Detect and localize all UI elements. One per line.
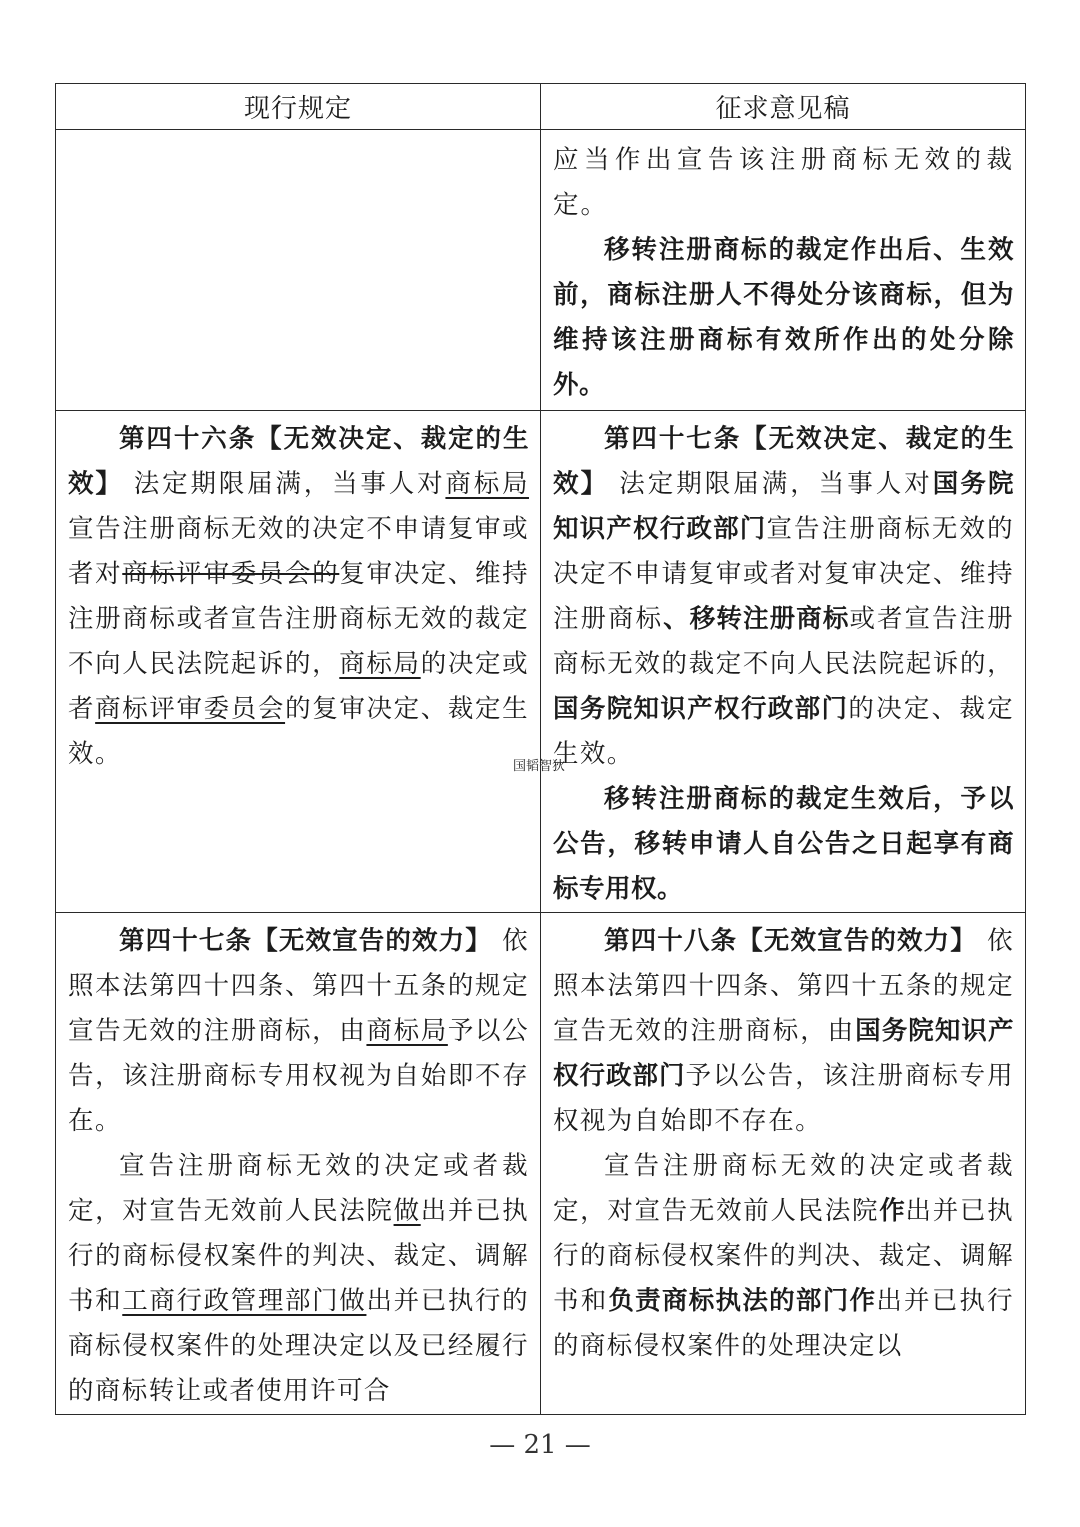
bold-term: 负责商标执法的部门作 [608, 1286, 877, 1316]
article-heading: 第四十七条【无效决定、裁定的生效】 [553, 424, 1014, 499]
draft-cell [541, 411, 1026, 913]
current-rules-cell [56, 913, 541, 1415]
article-heading: 第四十七条【无效宣告的效力】 [119, 926, 492, 956]
article-heading: 第四十六条【无效决定、裁定的生效】 [68, 424, 529, 499]
table-row [56, 913, 1026, 1415]
draft-paragraph: 应当作出宣告该注册商标无效的裁定。 [553, 145, 1014, 220]
bold-term: 国务院知识产权行政部门 [553, 694, 849, 724]
draft-cell [541, 913, 1026, 1415]
table-header-row [56, 84, 1026, 130]
watermark: 国韬智狄 [513, 759, 566, 774]
draft-cell [541, 130, 1026, 411]
article-47-text: 第四十七条【无效宣告的效力】 依照本法第四十四条、第四十五条的规定宣告无效的注册商标，由商标局予以公告，该注册商标专用权视为自始即不存在。 [68, 926, 530, 1136]
article-48-paragraph-2: 宣告注册商标无效的决定或者裁定，对宣告无效前人民法院作出并已执行的商标侵权案件的判决、裁定、调解书和负责商标执法的部门作出并已执行的商标侵权案件的处理决定以 [553, 1151, 1014, 1361]
comparison-table [55, 83, 1026, 1415]
bold-term: 作 [879, 1196, 906, 1226]
draft-paragraph: 移转注册商标的裁定生效后，予以公告，移转申请人自公告之日起享有商标专用权。 [553, 784, 1014, 904]
bold-term: 国务院知识产权行政部门 [553, 1016, 1014, 1091]
underlined-term: 工商行政管理部门做 [122, 1286, 367, 1316]
underlined-term: 商标局 [366, 1016, 448, 1046]
article-heading: 第四十八条【无效宣告的效力】 [604, 926, 977, 956]
page-number: — 21 — [489, 1430, 591, 1460]
header-current-rules: 现行规定 [56, 84, 541, 130]
header-draft: 征求意见稿 [541, 84, 1026, 130]
underlined-term: 商标局 [445, 469, 529, 499]
current-rules-cell [56, 130, 541, 411]
draft-paragraph: 移转注册商标的裁定作出后、生效前，商标注册人不得处分该商标，但为维持该注册商标有效所作出的处分除外。 [553, 235, 1014, 400]
table-row [56, 130, 1026, 411]
article-47-paragraph-2: 宣告注册商标无效的决定或者裁定，对宣告无效前人民法院做出并已执行的商标侵权案件的判决、裁定、调解书和工商行政管理部门做出并已执行的商标侵权案件的处理决定以及已经履行的商标转让或者使用许可合 [68, 1151, 529, 1406]
underlined-term: 商标局 [339, 649, 421, 679]
struck-term: 商标评审委员会的 [122, 559, 340, 589]
underlined-term: 做 [393, 1196, 421, 1226]
article-47-draft-text: 第四十七条【无效决定、裁定的生效】 法定期限届满，当事人对国务院知识产权行政部门宣告注册商标无效的决定不申请复审或者对复审决定、维持注册商标、移转注册商标或者宣告注册商标无效的裁定不向人民法院起诉的，国务院知识产权行政部门的决定、裁定生效。 [553, 424, 1014, 769]
article-46-text: 第四十六条【无效决定、裁定的生效】 法定期限届满，当事人对商标局宣告注册商标无效的决定不申请复审或者对商标评审委员会的复审决定、维持注册商标或者宣告注册商标无效的裁定不向人民法院起诉的，商标局的决定或者商标评审委员会的复审决定、裁定生效。 [68, 424, 529, 769]
underlined-term: 商标评审委员会 [95, 694, 286, 724]
article-48-draft-text: 第四十八条【无效宣告的效力】 依照本法第四十四条、第四十五条的规定宣告无效的注册商标，由国务院知识产权行政部门予以公告，该注册商标专用权视为自始即不存在。 [553, 926, 1014, 1136]
current-rules-cell [56, 411, 541, 913]
bold-term: 国务院知识产权行政部门 [553, 469, 1014, 544]
bold-term: 、移转注册商标 [663, 604, 850, 634]
table-row [56, 411, 1026, 913]
